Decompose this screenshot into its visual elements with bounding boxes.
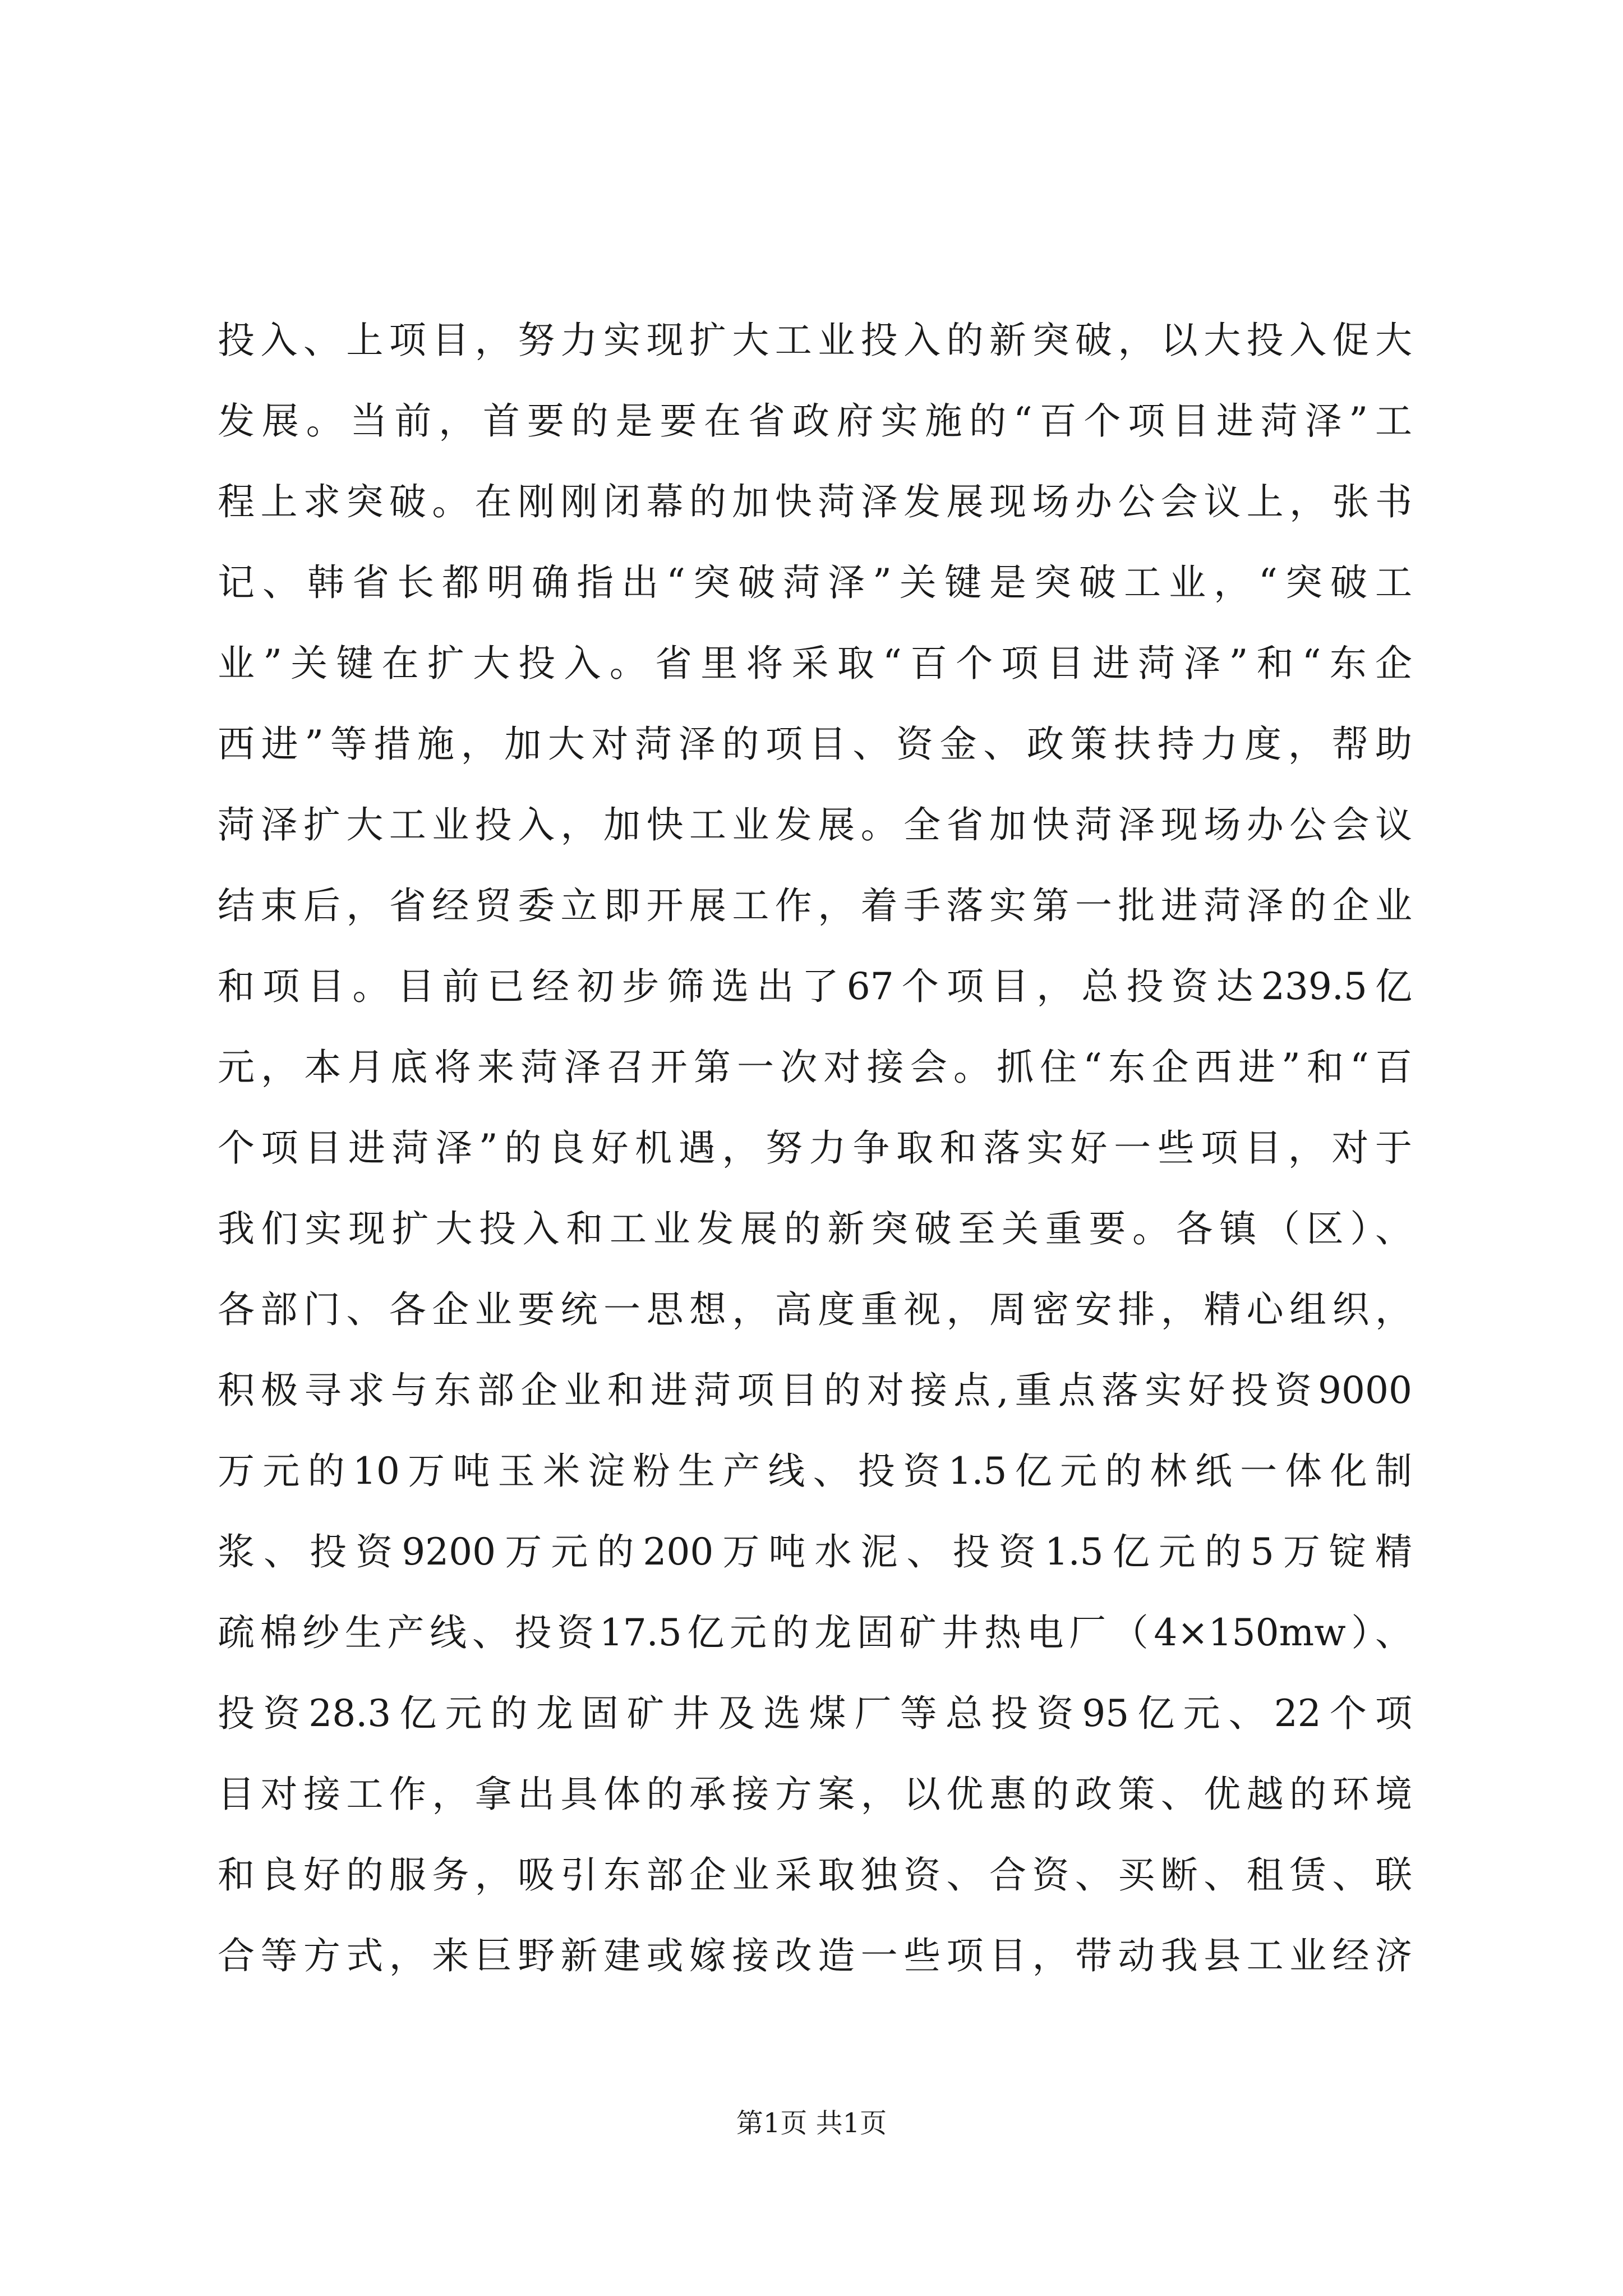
page-number: 第1页 共1页 [736, 2108, 887, 2139]
text-line: 万元的10万吨玉米淀粉生产线、投资1.5亿元的林纸一体化制 [218, 1450, 1412, 1493]
text-line: 发展。当前，首要的是要在省政府实施的“百个项目进菏泽”工 [218, 399, 1412, 443]
text-line: 积极寻求与东部企业和进菏项目的对接点,重点落实好投资9000 [218, 1369, 1412, 1412]
text-line: 和良好的服务，吸引东部企业采取独资、合资、买断、租赁、联 [218, 1853, 1412, 1897]
text-line: 菏泽扩大工业投入，加快工业发展。全省加快菏泽现场办公会议 [218, 803, 1412, 846]
text-line: 投入、上项目，努力实现扩大工业投入的新突破，以大投入促大 [218, 319, 1412, 362]
text-line: 西进”等措施，加大对菏泽的项目、资金、政策扶持力度，帮助 [218, 723, 1412, 766]
body-paragraph [218, 300, 1412, 1996]
text-line: 程上求突破。在刚刚闭幕的加快菏泽发展现场办公会议上，张书 [218, 480, 1412, 523]
text-line: 我们实现扩大投入和工业发展的新突破至关重要。各镇（区）、 [218, 1207, 1412, 1250]
text-line: 元，本月底将来菏泽召开第一次对接会。抓住“东企西进”和“百 [218, 1046, 1412, 1089]
text-line: 和项目。目前已经初步筛选出了67个项目，总投资达239.5亿 [218, 965, 1412, 1008]
text-line: 浆、投资9200万元的200万吨水泥、投资1.5亿元的5万锭精 [218, 1530, 1412, 1573]
text-line: 投资28.3亿元的龙固矿井及选煤厂等总投资95亿元、22个项 [218, 1692, 1412, 1735]
text-line: 各部门、各企业要统一思想，高度重视，周密安排，精心组织， [218, 1288, 1412, 1331]
text-line: 目对接工作，拿出具体的承接方案，以优惠的政策、优越的环境 [218, 1773, 1412, 1816]
text-line: 业”关键在扩大投入。省里将采取“百个项目进菏泽”和“东企 [218, 642, 1412, 685]
text-line: 合等方式，来巨野新建或嫁接改造一些项目，带动我县工业经济 [218, 1934, 1412, 1977]
text-line: 疏棉纱生产线、投资17.5亿元的龙固矿井热电厂（4×150mw）、 [218, 1611, 1412, 1654]
text-line: 结束后，省经贸委立即开展工作，着手落实第一批进菏泽的企业 [218, 884, 1412, 927]
text-line: 个项目进菏泽”的良好机遇，努力争取和落实好一些项目，对于 [218, 1126, 1412, 1170]
page-footer [0, 2106, 1623, 2140]
text-line: 记、韩省长都明确指出“突破菏泽”关键是突破工业，“突破工 [218, 561, 1412, 604]
